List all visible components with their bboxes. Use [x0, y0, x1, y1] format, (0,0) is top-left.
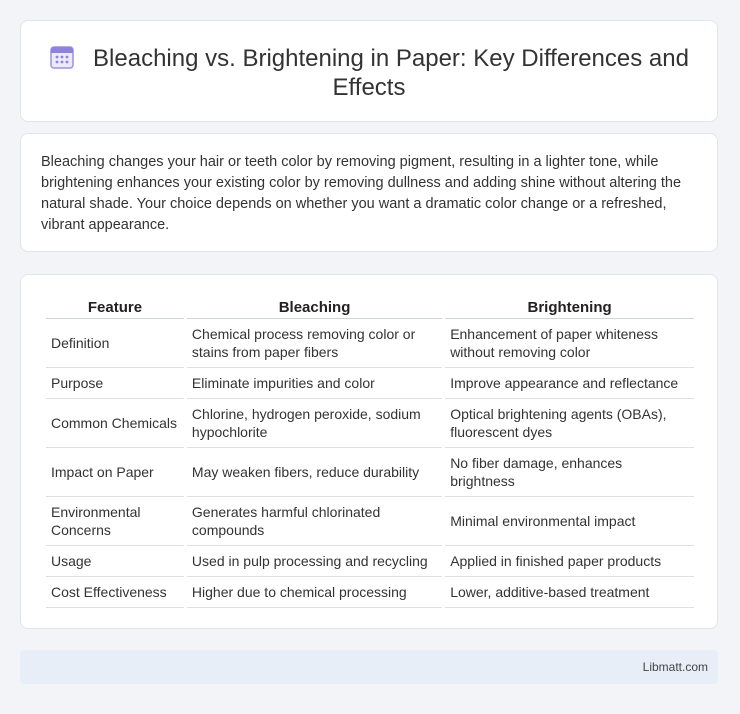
brightening-cell: Enhancement of paper whiteness without removing color	[445, 319, 694, 368]
comparison-table	[43, 297, 697, 608]
intro-paragraph: Bleaching changes your hair or teeth color by removing pigment, resulting in a lighter tone, while brightening enhances your existing color by removing dullness and adding shine without altering the natural shade. Your choice depends on whether you want a dramatic color change or a refreshed, vibrant appearance.	[41, 154, 682, 233]
brightening-cell: No fiber damage, enhances brightness	[445, 448, 694, 497]
bleaching-cell: Chemical process removing color or stains from paper fibers	[187, 319, 442, 368]
table-row	[46, 546, 694, 577]
calendar-icon	[49, 44, 75, 70]
feature-cell: Environmental Concerns	[46, 497, 184, 546]
footer-brand[interactable]: Libmatt.com	[642, 660, 708, 674]
feature-cell: Impact on Paper	[46, 448, 184, 497]
feature-cell: Purpose	[46, 368, 184, 399]
column-header-brightening: Brightening	[445, 297, 694, 319]
feature-cell: Cost Effectiveness	[46, 577, 184, 608]
intro-card	[20, 133, 718, 252]
brightening-cell: Applied in finished paper products	[445, 546, 694, 577]
feature-cell: Definition	[46, 319, 184, 368]
bleaching-cell: Used in pulp processing and recycling	[187, 546, 442, 577]
table-row	[46, 577, 694, 608]
column-header-feature: Feature	[46, 297, 184, 319]
page-title-text: Bleaching vs. Brightening in Paper: Key Differences and Effects	[93, 45, 689, 101]
table-row	[46, 399, 694, 448]
bleaching-cell: Higher due to chemical processing	[187, 577, 442, 608]
comparison-card	[20, 274, 718, 629]
column-header-bleaching: Bleaching	[187, 297, 442, 319]
table-header-row	[46, 297, 694, 319]
bleaching-cell: Eliminate impurities and color	[187, 368, 442, 399]
brightening-cell: Minimal environmental impact	[445, 497, 694, 546]
table-row	[46, 368, 694, 399]
table-row	[46, 448, 694, 497]
bleaching-cell: Generates harmful chlorinated compounds	[187, 497, 442, 546]
brightening-cell: Optical brightening agents (OBAs), fluorescent dyes	[445, 399, 694, 448]
table-row	[46, 497, 694, 546]
table-row	[46, 319, 694, 368]
feature-cell: Usage	[46, 546, 184, 577]
feature-cell: Common Chemicals	[46, 399, 184, 448]
title-card	[20, 20, 718, 122]
brightening-cell: Lower, additive-based treatment	[445, 577, 694, 608]
footer	[20, 650, 718, 684]
bleaching-cell: May weaken fibers, reduce durability	[187, 448, 442, 497]
brightening-cell: Improve appearance and reflectance	[445, 368, 694, 399]
bleaching-cell: Chlorine, hydrogen peroxide, sodium hypochlorite	[187, 399, 442, 448]
page-title	[21, 44, 717, 102]
